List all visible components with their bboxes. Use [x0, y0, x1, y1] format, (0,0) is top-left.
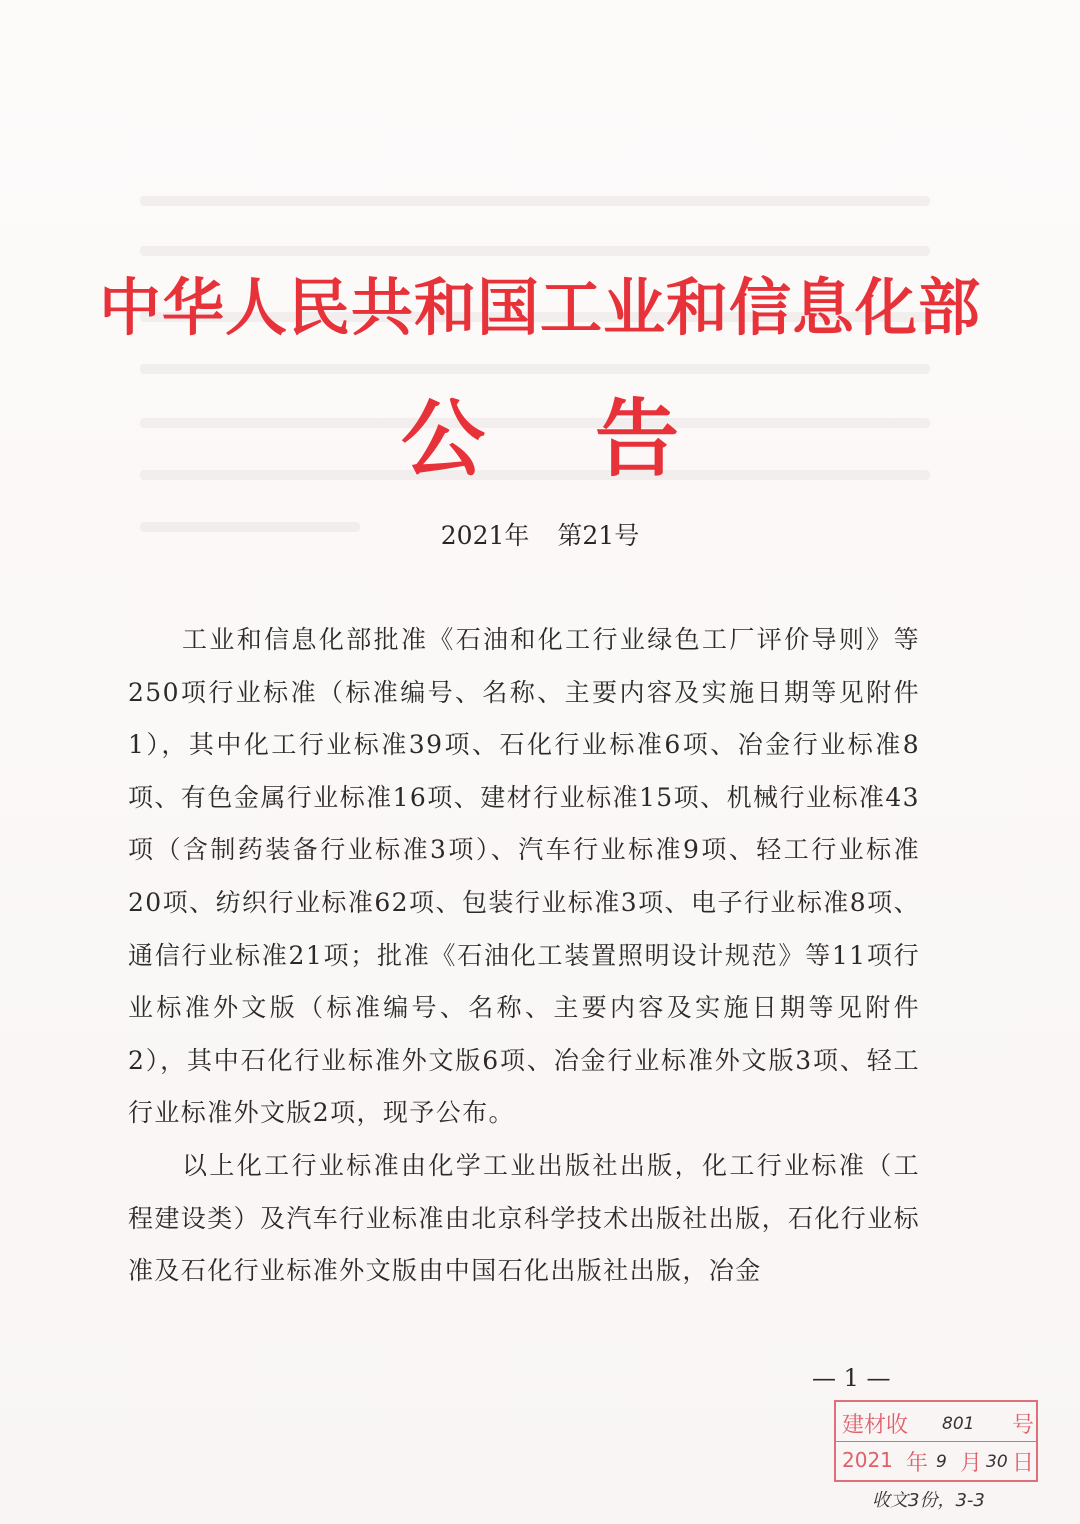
announcement-body	[128, 614, 920, 1298]
stamp-hao-label: 号	[1012, 1413, 1035, 1438]
issuing-organization: 中华人民共和国工业和信息化部	[98, 271, 981, 344]
stamp-row-number	[836, 1402, 1036, 1442]
document-type-heading: 公告	[400, 389, 789, 488]
body-paragraph: 以上化工行业标准由化学工业出版社出版，化工行业标准（工程建设类）及汽车行业标准由北京科学技术出版社出版，石化行业标准及石化行业标准外文版由中国石化出版社出版，冶金	[128, 1150, 921, 1286]
stamp-handwritten-day: 30	[986, 1452, 1008, 1472]
stamp-row-date	[836, 1442, 1036, 1481]
stamp-month-label: 月	[960, 1451, 983, 1476]
received-stamp	[834, 1400, 1038, 1482]
document-serial: 第21号	[557, 521, 640, 550]
handwritten-filing-note: 收文3份，3-3	[872, 1490, 985, 1511]
document-year: 2021年	[440, 521, 530, 550]
stamp-day-label: 日	[1012, 1451, 1035, 1476]
page-number: — 1 —	[812, 1364, 891, 1392]
stamp-handwritten-number: 801	[942, 1414, 975, 1434]
stamp-year-label: 年	[906, 1451, 929, 1476]
bleed-through-line	[140, 246, 930, 256]
body-paragraph: 工业和信息化部批准《石油和化工行业绿色工厂评价导则》等250项行业标准（标准编号、名称、主要内容及实施日期等见附件1），其中化工行业标准39项、石化行业标准6项、冶金行业标准8项、有色金属行业标准16项、建材行业标准15项、机械行业标准43项（含制药装备行业标准3项）、汽车行业标准9项、轻工行业标准20项、纺织行业标准62项、包装行业标准3项、电子行业标准8项、通信行业标准21项；批准《石油化工装置照明设计规范》等11项行业标准外文版（标准编号、名称、主要内容及实施日期等见附件2），其中石化行业标准外文版6项、冶金行业标准外文版3项、轻工行业标准外文版2项，现予公布。	[128, 625, 920, 1128]
stamp-handwritten-month: 9	[936, 1452, 947, 1472]
stamp-handwritten-year: 2021	[842, 1448, 893, 1472]
bleed-through-line	[140, 196, 930, 206]
document-number	[0, 516, 1080, 552]
stamp-unit-label: 建材收	[842, 1413, 909, 1438]
